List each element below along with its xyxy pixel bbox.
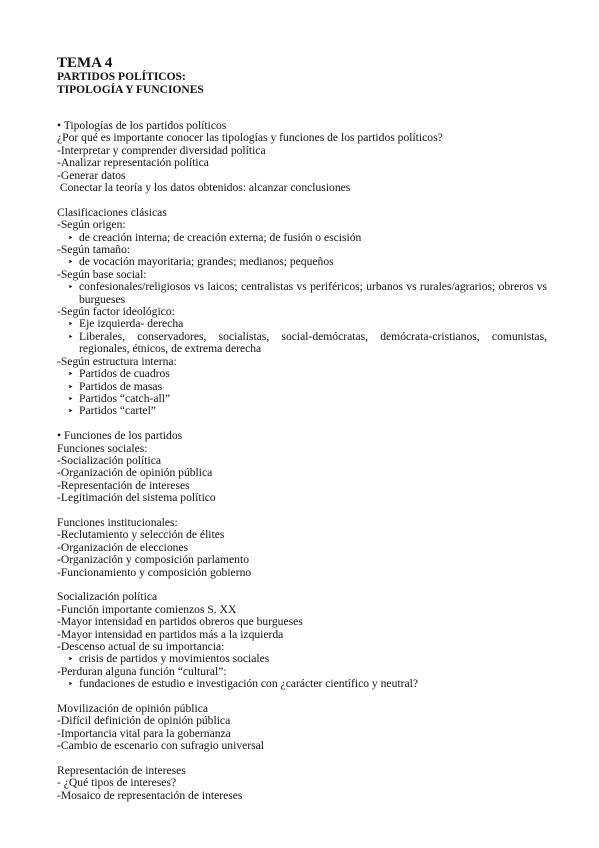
subheading-movilizacion: Movilización de opinión pública bbox=[57, 702, 209, 716]
text-line: -Perduran alguna función “cultural”: bbox=[57, 664, 227, 678]
text-line: -Función importante comienzos S. XX bbox=[57, 602, 237, 616]
bullet-item: ‣ Liberales, conservadores, socialistas, social-demócratas, demócrata-cristianos, comunistas, regionales, étnicos, de extrema derecha bbox=[57, 331, 547, 356]
bullet-item: ‣ de creación interna; de creación externa; de fusión o escisión bbox=[57, 232, 547, 244]
section-heading-tipologias: • Tipologías de los partidos políticos bbox=[57, 119, 227, 132]
text-line: -Difícil definición de opinión pública bbox=[57, 714, 231, 728]
text-line: -Según tamaño: bbox=[57, 243, 131, 257]
text-line: -Mosaico de representación de intereses bbox=[57, 788, 243, 802]
text-line: -Mayor intensidad en partidos obreros que burgueses bbox=[57, 615, 303, 629]
subheading-funciones-sociales: Funciones sociales: bbox=[57, 441, 148, 455]
bullet-item: ‣ Partidos de masas bbox=[57, 381, 547, 393]
text-line: -Descenso actual de su importancia: bbox=[57, 640, 225, 653]
text-line: -Interpretar y comprender diversidad política bbox=[57, 143, 266, 157]
bullet-item: ‣ confesionales/religiosos vs laicos; centralistas vs periféricos; urbanos vs rurales/agrarios; obreros vs burgueses bbox=[57, 281, 547, 306]
text-line: -Según origen: bbox=[57, 218, 126, 232]
text-line: -Representación de intereses bbox=[57, 478, 190, 492]
bullet-item: ‣ Partidos de cuadros bbox=[57, 368, 547, 380]
text-line: -Socialización política bbox=[57, 453, 161, 467]
text-line: -Generar datos bbox=[57, 168, 126, 182]
text-line: -Analizar representación política bbox=[57, 156, 209, 170]
subheading-funciones-institucionales: Funciones institucionales: bbox=[57, 515, 178, 529]
document-page bbox=[57, 56, 547, 802]
text-line: -Reclutamiento y selección de élites bbox=[57, 528, 225, 542]
text-line: ¿Por qué es importante conocer las tipologías y funciones de los partidos políticos? bbox=[57, 131, 443, 145]
text-line: -Organización de elecciones bbox=[57, 540, 189, 554]
text-line: -Funcionamiento y composición gobierno bbox=[57, 565, 252, 579]
document-title: TEMA 4 bbox=[57, 55, 113, 71]
bullet-item: ‣ crisis de partidos y movimientos sociales bbox=[57, 653, 547, 665]
bullet-item: ‣ de vocación mayoritaria; grandes; medianos; pequeños bbox=[57, 256, 547, 268]
text-line: -Organización y composición parlamento bbox=[57, 553, 249, 567]
text-line: -Organización de opinión pública bbox=[57, 466, 213, 480]
text-line: -Según base social: bbox=[57, 267, 147, 281]
text-line: -Mayor intensidad en partidos más a la izquierda bbox=[57, 627, 284, 641]
document-subtitle-2: TIPOLOGÍA Y FUNCIONES bbox=[57, 83, 204, 96]
text-line: -Cambio de escenario con sufragio universal bbox=[57, 739, 265, 753]
document-subtitle-1: PARTIDOS POLÍTICOS: bbox=[57, 71, 186, 83]
bullet-item: ‣ fundaciones de estudio e investigación con ¿carácter científico y neutral? bbox=[57, 678, 547, 690]
section-heading-funciones: • Funciones de los partidos bbox=[57, 429, 183, 443]
subheading-socializacion: Socialización política bbox=[57, 590, 158, 604]
bullet-item: ‣ Partidos “cartel” bbox=[57, 405, 547, 417]
section-heading-clasificaciones: Clasificaciones clásicas bbox=[57, 205, 167, 219]
text-line: -Legitimación del sistema político bbox=[57, 491, 216, 505]
text-line: -Según factor ideológico: bbox=[57, 305, 175, 319]
bullet-item: ‣ Eje izquierda- derecha bbox=[57, 318, 547, 330]
text-line: -Según estructura interna: bbox=[57, 354, 177, 368]
subheading-representacion: Representación de intereses bbox=[57, 764, 186, 778]
bullet-item: ‣ Partidos “catch-all” bbox=[57, 393, 547, 405]
text-line: - ¿Qué tipos de intereses? bbox=[57, 776, 177, 790]
text-line: Conectar la teoría y los datos obtenidos: alcanzar conclusiones bbox=[57, 181, 351, 195]
text-line: -Importancia vital para la gobernanza bbox=[57, 726, 231, 740]
